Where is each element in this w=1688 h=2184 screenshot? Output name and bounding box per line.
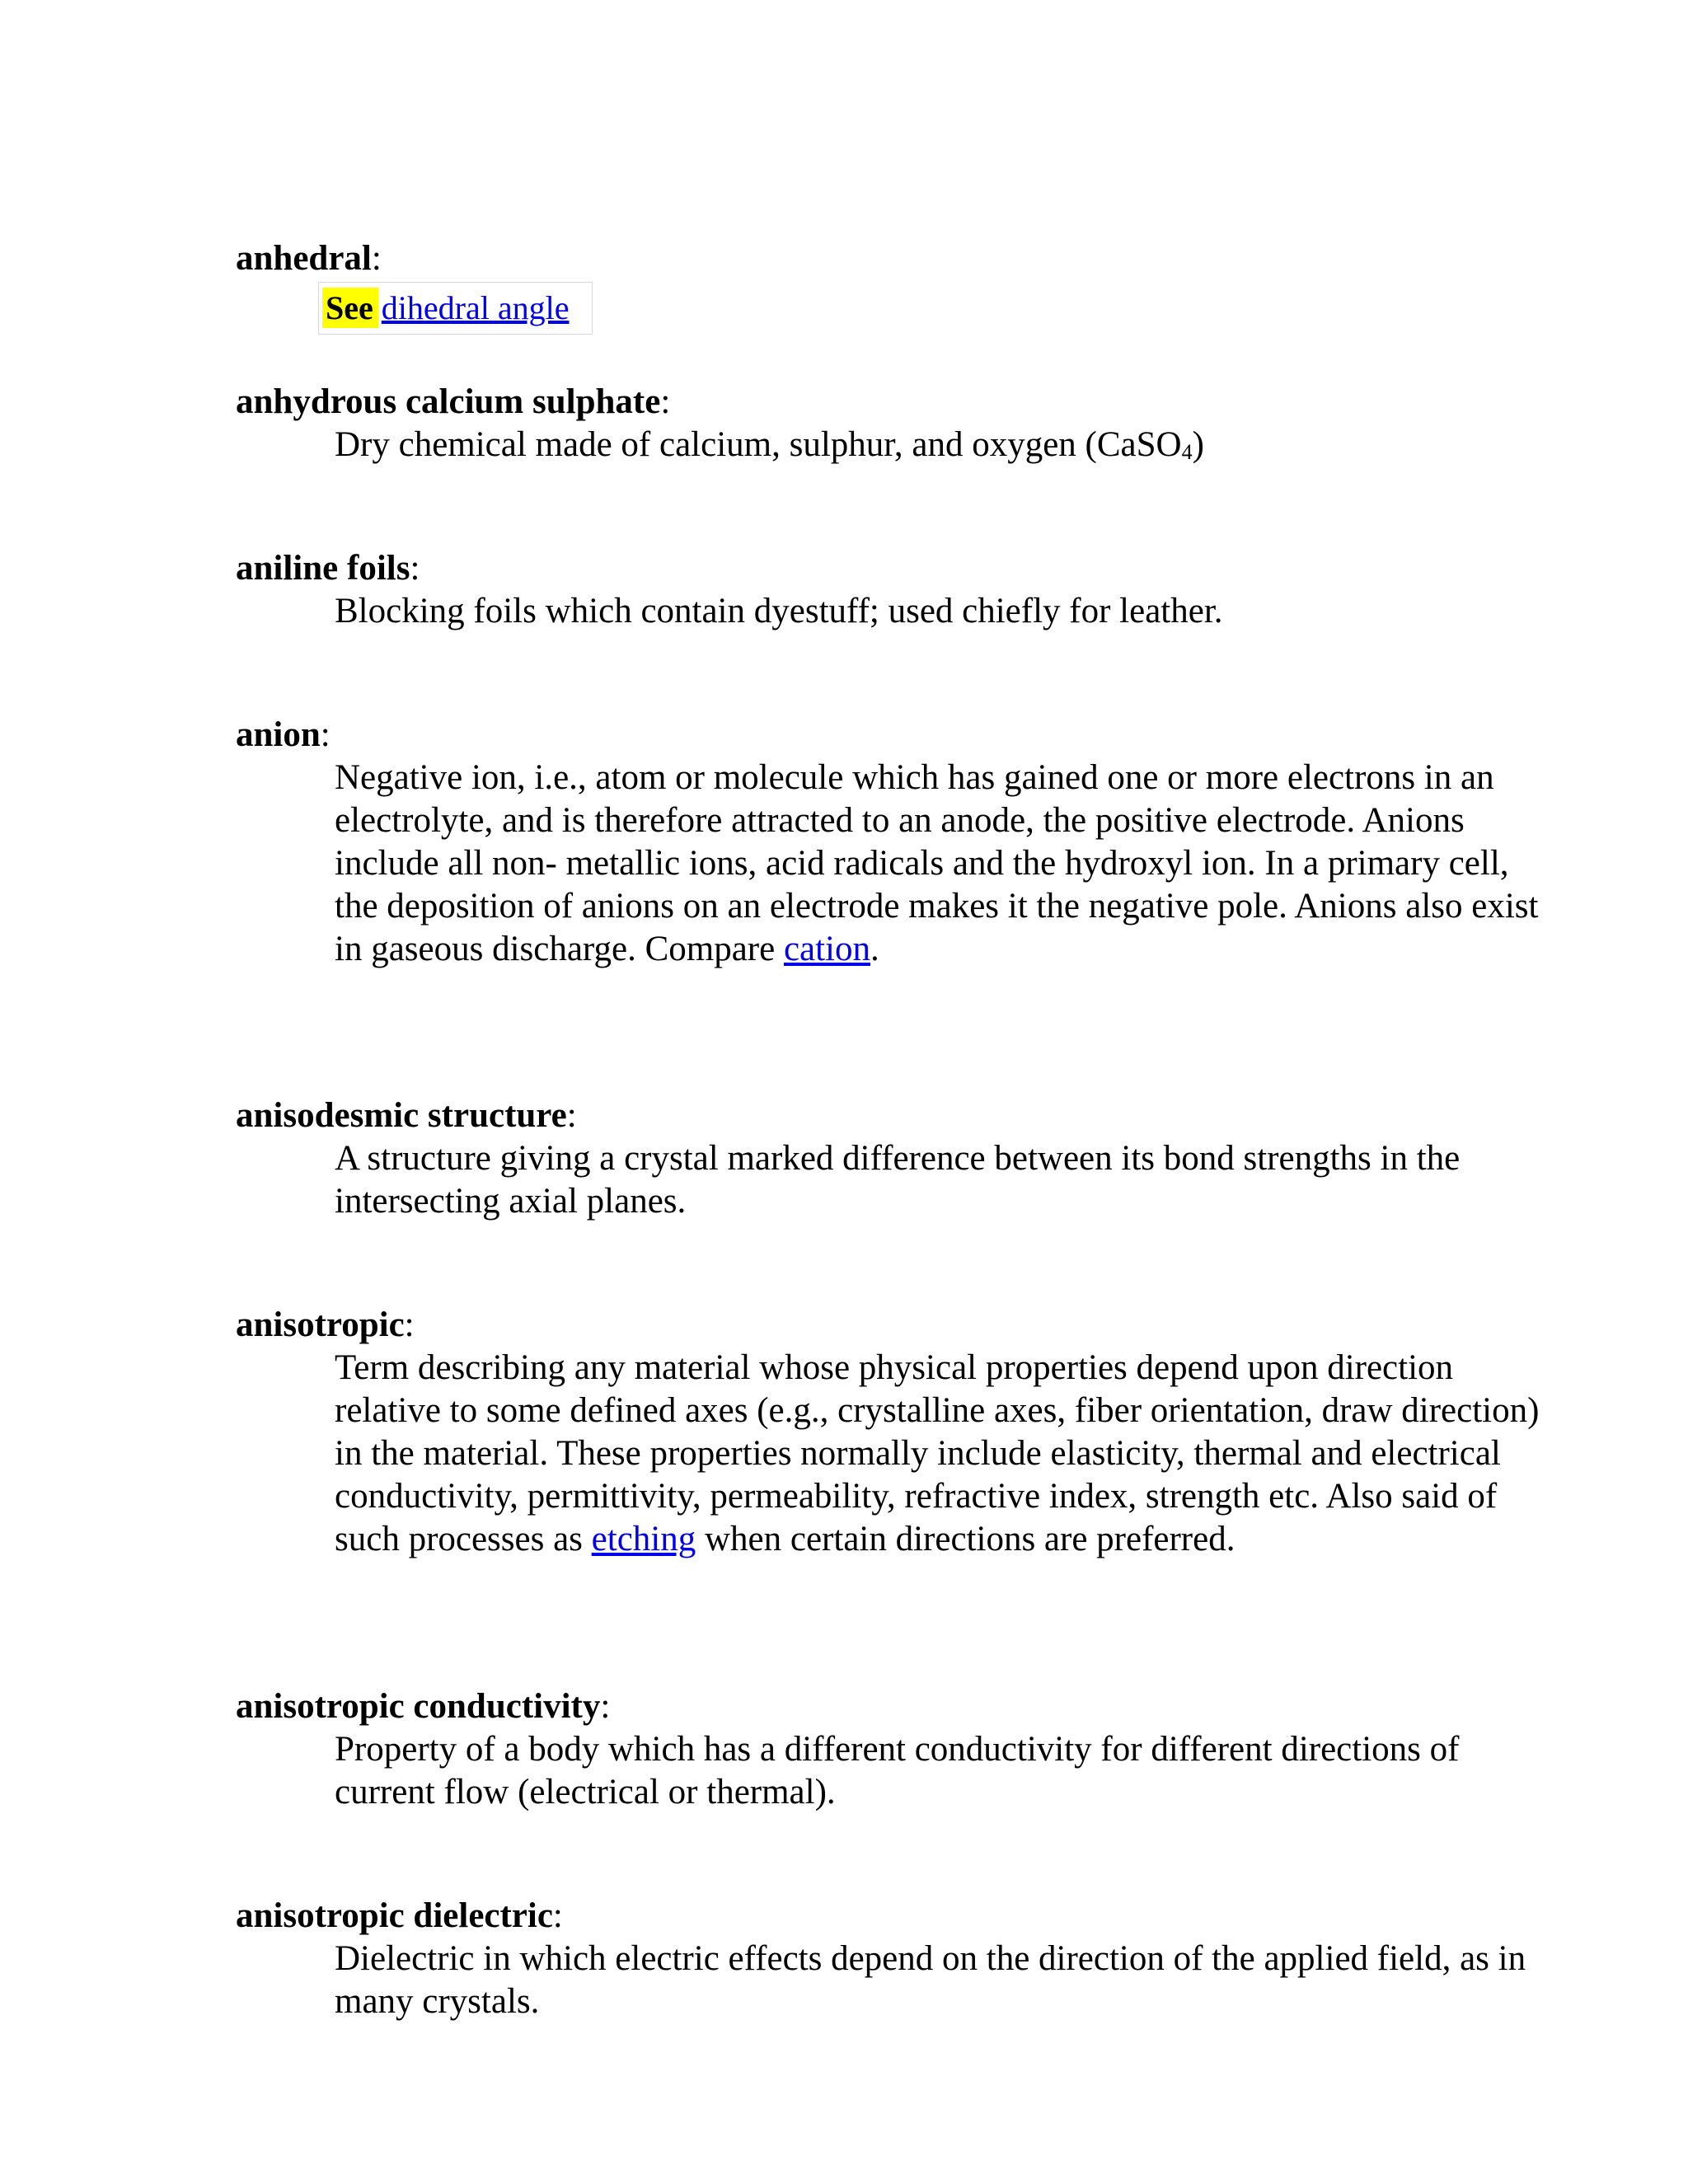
definition-text: Negative ion, i.e., atom or molecule which has gained one or more electrons in an electrolyte, and is therefore attracted to an anode, the positive electrode. Anions include all non- metallic ions, acid radicals and the hydroxyl ion. In a primary cell, the deposition of anions on an electrode makes it the negative pole. Anions also exist in gaseous discharge. Compare [335, 758, 1539, 968]
definition-anisotropic-dielectric: Dielectric in which electric effects depend on the direction of the applied field, as in many crystals. [335, 1939, 1526, 2021]
entry-aniline-foils [236, 547, 1522, 633]
entry-anhydrous-calcium-sulphate [236, 381, 1522, 466]
entry-anion [236, 714, 1539, 971]
term-line [236, 714, 1522, 757]
term-colon: : [566, 1096, 577, 1135]
definition-anion [335, 757, 1546, 971]
definition-anisotropic-conductivity: Property of a body which has a different conductivity for different directions of current flow (electrical or thermal). [335, 1730, 1460, 1811]
term-colon: : [552, 1896, 563, 1935]
term-anisotropic-dielectric: anisotropic dielectric [236, 1896, 553, 1935]
term-anion: anion [236, 715, 321, 754]
term-colon: : [404, 1305, 415, 1344]
term-line [236, 1685, 1522, 1728]
term-line [236, 1304, 1522, 1347]
term-colon: : [410, 549, 420, 588]
term-colon: : [600, 1687, 611, 1726]
term-line [236, 547, 1522, 590]
link-dihedral-angle[interactable]: dihedral angle [381, 289, 570, 326]
chemical-subscript: 4 [1181, 440, 1193, 464]
definition-tail: when certain directions are preferred. [696, 1520, 1236, 1558]
term-line [236, 1895, 1522, 1938]
definition-text: Dry chemical made of calcium, sulphur, and oxygen (CaSO [335, 425, 1182, 464]
term-anhedral: anhedral [236, 239, 372, 278]
entry-anisodesmic-structure [236, 1094, 1522, 1223]
entry-anisotropic [236, 1304, 1540, 1561]
term-colon: : [371, 239, 382, 278]
definition-tail: . [870, 930, 879, 968]
link-cation[interactable]: cation [783, 930, 871, 968]
term-colon: : [660, 382, 671, 421]
definition-anisotropic [335, 1347, 1546, 1561]
see-also-box [318, 282, 593, 335]
term-aniline-foils: aniline foils [236, 549, 410, 588]
term-anisodesmic-structure: anisodesmic structure [236, 1096, 567, 1135]
entry-anhedral [236, 237, 1522, 335]
term-anisotropic: anisotropic [236, 1305, 405, 1344]
definition-tail: ) [1192, 425, 1204, 464]
term-anisotropic-conductivity: anisotropic conductivity [236, 1687, 601, 1726]
term-line [236, 237, 1522, 280]
term-line [236, 381, 1522, 424]
definition-anhydrous-calcium-sulphate [335, 424, 1546, 466]
entry-anisotropic-conductivity [236, 1685, 1522, 1814]
term-colon: : [320, 715, 331, 754]
term-anhydrous-calcium-sulphate: anhydrous calcium sulphate [236, 382, 661, 421]
definition-text: Term describing any material whose physical properties depend upon direction relative to some defined axes (e.g., crystalline axes, fiber orientation, draw direction) in the material. These properties normally include elasticity, thermal and electrical conductivity, permittivity, permeability, refractive index, strength etc. Also said of such processes as [335, 1348, 1540, 1558]
see-label: See [322, 288, 378, 328]
term-line [236, 1094, 1522, 1137]
entry-anisotropic-dielectric [236, 1895, 1526, 2023]
definition-anisodesmic-structure: A structure giving a crystal marked difference between its bond strengths in the intersecting axial planes. [335, 1139, 1461, 1221]
link-etching[interactable]: etching [591, 1520, 696, 1558]
definition-aniline-foils: Blocking foils which contain dyestuff; used chiefly for leather. [335, 592, 1223, 630]
